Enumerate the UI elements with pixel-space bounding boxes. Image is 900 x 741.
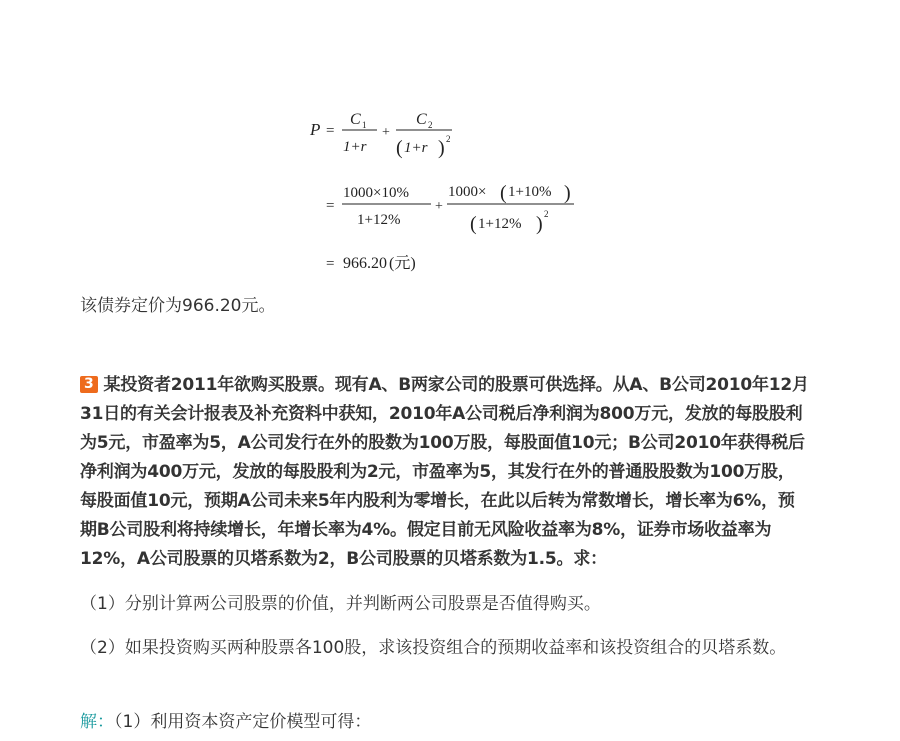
formula-num-2a: 1000×10%	[343, 185, 409, 201]
formula-num-2b-pre: 1000×	[448, 184, 487, 200]
formula-rp-1: )	[438, 137, 445, 159]
formula-den-1: 1+r	[343, 139, 367, 155]
formula-plus-1: +	[382, 125, 390, 140]
question-text: 某投资者2011年欲购买股票。现有A、B两家公司的股票可供选择。从A、B公司2010年12月31日的有关会计报表及补充资料中获知，2010年A公司税后净利润为800万元，发放的每股股利为5元，市盈率为5，A公司发行在外的股数为100万股，每股面值10元；B公司2010年获得税后净利润为400万元，发放的每股股利为2元，市盈率为5，其发行在外的普通股股数为100万股，每股面值10元，预期A公司未来5年内股利为零增长，在此以后转为常数增长，增长率为6%，预期B公司股利将持续增长，年增长率为4%。假定目前无风险收益率为8%，证券市场收益率为12%，A公司股票的贝塔系数为2，B公司股票的贝塔系数为1.5。求：	[80, 375, 809, 569]
formula-eq-1: =	[326, 123, 335, 139]
formula-sq-2: 2	[544, 209, 549, 219]
formula-c1-sub: 1	[362, 120, 367, 130]
formula-svg	[300, 100, 620, 290]
formula-c1: C	[350, 111, 361, 128]
formula-den-2a: 1+12%	[357, 212, 401, 228]
answer-line	[80, 707, 810, 737]
formula-lp-3: (	[470, 213, 477, 235]
formula-rp-3: )	[536, 213, 543, 235]
formula-den-2: 1+r	[404, 140, 428, 156]
question-3	[80, 371, 810, 574]
formula-c2-sub: 2	[428, 120, 433, 130]
formula-unit: (元)	[389, 255, 416, 272]
formula-c2: C	[416, 111, 427, 128]
formula-eq-2: =	[326, 198, 335, 214]
question-number-badge: 3	[80, 376, 98, 393]
sub-question-1: （1）分别计算两公司股票的价值，并判断两公司股票是否值得购买。	[80, 594, 601, 614]
formula-lp-2: (	[500, 182, 507, 204]
formula-sq-1: 2	[446, 134, 451, 144]
formula-num-2b-inner: 1+10%	[508, 184, 552, 200]
formula-p: P	[310, 120, 321, 139]
formula-eq-3: =	[326, 256, 335, 272]
bond-price-formula	[300, 100, 620, 290]
sub-question-2: （2）如果投资购买两种股票各100股，求该投资组合的预期收益率和该投资组合的贝塔系数。	[80, 638, 787, 658]
formula-rp-2: )	[564, 182, 571, 204]
formula-result: 966.20	[343, 255, 387, 272]
answer-label: 解：	[80, 712, 114, 732]
formula-lp-1: (	[396, 137, 403, 159]
formula-plus-2: +	[435, 199, 443, 214]
formula-den-2b-inner: 1+12%	[478, 216, 522, 232]
bond-price-conclusion: 该债券定价为966.20元。	[80, 296, 276, 316]
answer-text: （1）利用资本资产定价模型可得：	[114, 712, 372, 732]
